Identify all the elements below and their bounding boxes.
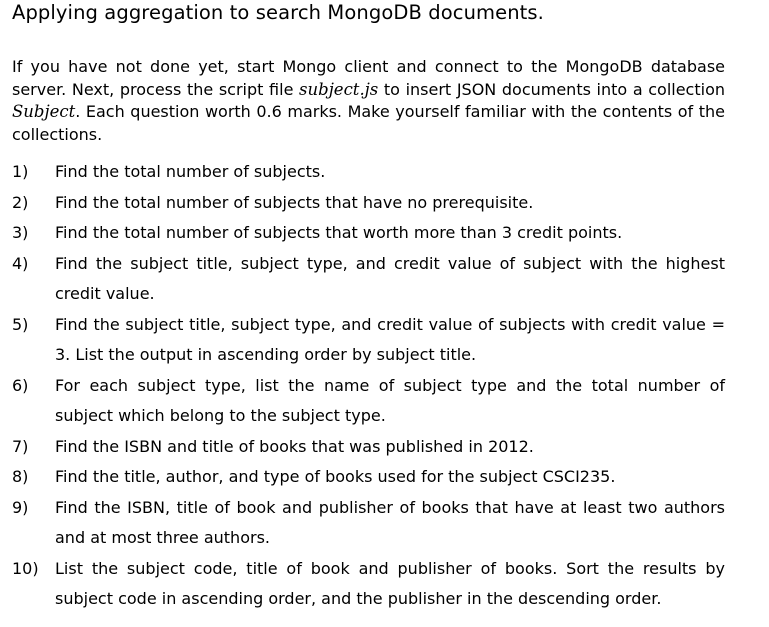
question-number: 3) <box>12 223 29 242</box>
question-item-4 <box>12 249 725 310</box>
question-number: 6) <box>12 375 29 395</box>
question-number: 1) <box>12 162 29 181</box>
question-text: For each subject type, list the name of subject type and the total number of subject which belong to the subject type. <box>55 375 725 425</box>
intro-text-2: to insert JSON documents into a collection <box>378 79 725 99</box>
question-text: Find the ISBN and title of books that was published in 2012. <box>55 436 534 456</box>
question-number: 5) <box>12 314 29 334</box>
intro-paragraph <box>12 56 725 146</box>
intro-text-3: . Each question worth 0.6 marks. Make yourself familiar with the contents of the collections. <box>12 102 725 144</box>
question-text: List the subject code, title of book and publisher of books. Sort the results by subject code in ascending order, and the publisher in the descending order. <box>55 558 725 608</box>
intro-text-1: If you have not done yet, start Mongo client and connect to the MongoDB database server. Next, process the script file <box>12 57 725 99</box>
question-text: Find the total number of subjects. <box>55 162 326 181</box>
question-text: Find the title, author, and type of books used for the subject CSCI235. <box>55 467 616 486</box>
question-item-8 <box>12 462 725 493</box>
question-item-3 <box>12 218 725 249</box>
question-item-10 <box>12 554 725 615</box>
question-item-7 <box>12 432 725 463</box>
question-number: 2) <box>12 192 29 212</box>
question-text: Find the subject title, subject type, and credit value of subjects with credit value = 3. List the output in ascending order by subject title. <box>55 314 725 364</box>
question-item-2 <box>12 188 725 219</box>
question-text: Find the total number of subjects that have no prerequisite. <box>55 192 534 212</box>
question-text: Find the subject title, subject type, and credit value of subject with the highest credit value. <box>55 253 725 303</box>
question-item-1 <box>12 157 725 188</box>
question-item-6 <box>12 371 725 432</box>
question-item-9 <box>12 493 725 554</box>
question-text: Find the total number of subjects that worth more than 3 credit points. <box>55 223 623 242</box>
collection-name: Subject <box>12 102 76 122</box>
question-number: 10) <box>12 558 39 578</box>
question-text: Find the ISBN, title of book and publisher of books that have at least two authors and at most three authors. <box>55 497 725 547</box>
question-number: 8) <box>12 467 29 486</box>
question-list <box>12 157 725 615</box>
document-title: Applying aggregation to search MongoDB documents. <box>12 1 544 24</box>
script-file-name: subject.js <box>299 79 379 99</box>
question-number: 7) <box>12 436 29 456</box>
question-number: 4) <box>12 253 29 273</box>
question-item-5 <box>12 310 725 371</box>
question-number: 9) <box>12 497 29 517</box>
